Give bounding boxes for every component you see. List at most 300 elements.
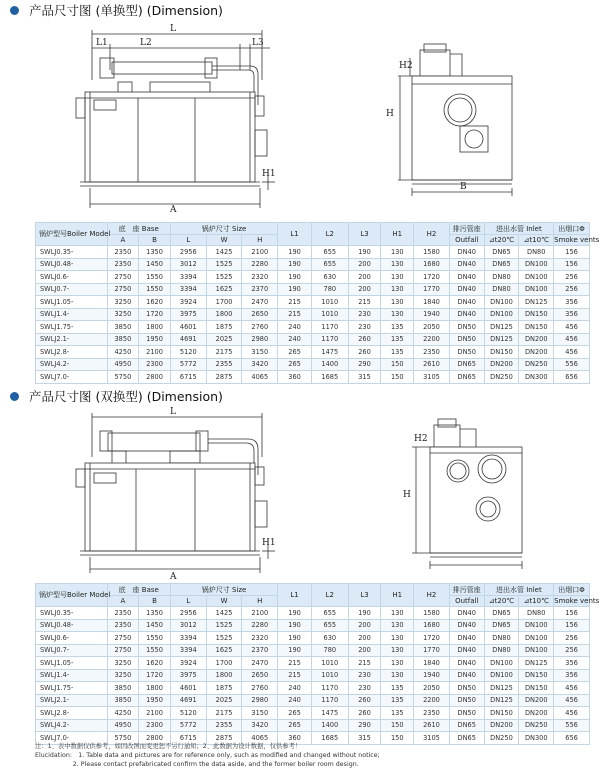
table-cell: 156 <box>554 258 590 271</box>
table-cell: 2350 <box>107 619 139 632</box>
table-cell: DN65 <box>449 732 484 745</box>
col-H1: H1 <box>381 223 414 246</box>
table-cell: 135 <box>381 682 414 695</box>
table-cell: DN65 <box>484 607 519 620</box>
table-cell: DN125 <box>484 321 519 334</box>
table-cell: 215 <box>348 296 381 309</box>
table-cell: DN125 <box>484 333 519 346</box>
table-cell: DN200 <box>519 346 554 359</box>
table-cell: 2610 <box>414 358 450 371</box>
table-cell: 1700 <box>206 296 242 309</box>
table-cell: 4601 <box>170 321 206 334</box>
table-cell: 190 <box>278 619 312 632</box>
dimension-drawing-double <box>0 405 600 580</box>
col-H: H <box>242 596 278 607</box>
table-cell: 2200 <box>414 694 450 707</box>
table-cell: 290 <box>348 358 381 371</box>
table-cell-model: SWLJ0.7- <box>36 644 108 657</box>
table-cell: 2470 <box>242 657 278 670</box>
dim-H2-label: H2 <box>399 61 413 71</box>
table-cell: 130 <box>381 657 414 670</box>
col-size: 锅炉尺寸 Size <box>170 584 277 596</box>
table-cell: 2750 <box>107 644 139 657</box>
col-W: W <box>206 596 242 607</box>
table-cell: 200 <box>348 619 381 632</box>
section-title-single: 产品尺寸图 (单换型) (Dimension) <box>10 2 223 18</box>
table-cell: 190 <box>348 607 381 620</box>
table-cell: 2320 <box>242 632 278 645</box>
table-cell: 240 <box>278 682 312 695</box>
table-cell: 356 <box>554 296 590 309</box>
table-row <box>36 283 590 296</box>
table-cell: 1550 <box>139 644 171 657</box>
table-cell: 2470 <box>242 296 278 309</box>
table-cell: DN100 <box>519 632 554 645</box>
table-cell: 215 <box>278 669 312 682</box>
table-cell-model: SWLJ2.1- <box>36 333 108 346</box>
col-L: L <box>170 596 206 607</box>
notes <box>35 742 595 769</box>
table-cell: DN100 <box>519 644 554 657</box>
table-cell: 456 <box>554 333 590 346</box>
table-cell: 1770 <box>414 644 450 657</box>
table-cell: 1685 <box>311 371 348 384</box>
table-cell: 556 <box>554 358 590 371</box>
table-cell: 1400 <box>311 358 348 371</box>
table-row <box>36 333 590 346</box>
table-cell: 1475 <box>311 707 348 720</box>
table-cell: 2350 <box>107 246 139 259</box>
table-cell: DN250 <box>519 719 554 732</box>
table-cell: DN250 <box>484 371 519 384</box>
table-cell: DN300 <box>519 732 554 745</box>
table-cell: 1350 <box>139 607 171 620</box>
table-cell: DN80 <box>519 607 554 620</box>
table-cell: 3924 <box>170 296 206 309</box>
table-cell: 215 <box>278 296 312 309</box>
table-row <box>36 296 590 309</box>
col-model: 锅炉型号Boiler Model <box>36 584 108 607</box>
table-cell: 156 <box>554 607 590 620</box>
boiler-drawing-single <box>0 20 600 215</box>
table-cell: 256 <box>554 644 590 657</box>
table-cell: DN65 <box>449 719 484 732</box>
table-cell: 2355 <box>206 358 242 371</box>
table-row <box>36 644 590 657</box>
table-cell: 4250 <box>107 707 139 720</box>
table-cell: 190 <box>278 246 312 259</box>
table-cell: DN40 <box>449 296 484 309</box>
spec-table-double <box>35 583 600 745</box>
table-cell: 215 <box>278 308 312 321</box>
dim-H-label: H <box>386 109 394 119</box>
table-cell: DN40 <box>449 669 484 682</box>
table-cell: 290 <box>348 719 381 732</box>
table-cell: 260 <box>348 333 381 346</box>
table-cell-model: SWLJ2.8- <box>36 707 108 720</box>
table-cell: DN40 <box>449 283 484 296</box>
table-cell: 130 <box>381 258 414 271</box>
table-cell: 1680 <box>414 619 450 632</box>
table-cell: 156 <box>554 619 590 632</box>
table-cell: 260 <box>348 707 381 720</box>
table-cell: 1350 <box>139 246 171 259</box>
dim-H1-label: H1 <box>262 538 276 548</box>
dim-A-label: A <box>170 572 177 582</box>
table-cell: 3012 <box>170 619 206 632</box>
table-cell: 150 <box>381 719 414 732</box>
table-cell: 3924 <box>170 657 206 670</box>
table-cell-model: SWLJ4.2- <box>36 719 108 732</box>
table-cell: 4950 <box>107 719 139 732</box>
table-cell: DN65 <box>449 358 484 371</box>
col-L3: L3 <box>348 223 381 246</box>
note-en-2: 2. Please contact prefabricated confirm the data aside, and the former boiler room design. <box>35 761 359 768</box>
dimension-drawing-single <box>0 20 600 215</box>
table-cell: 3012 <box>170 258 206 271</box>
table-cell: 240 <box>278 321 312 334</box>
table-cell: 2650 <box>242 308 278 321</box>
boiler-drawing-double <box>0 405 600 580</box>
table-cell: 265 <box>278 346 312 359</box>
col-A: A <box>107 596 139 607</box>
table-cell: DN250 <box>484 732 519 745</box>
table-cell: DN200 <box>519 694 554 707</box>
table-cell: 200 <box>348 283 381 296</box>
table-cell: 3250 <box>107 296 139 309</box>
table-cell: 656 <box>554 732 590 745</box>
col-A: A <box>107 235 139 246</box>
table-cell: DN200 <box>519 707 554 720</box>
table-cell: 4691 <box>170 694 206 707</box>
table-cell: 3850 <box>107 694 139 707</box>
table-cell: 2320 <box>242 271 278 284</box>
table-cell: 1525 <box>206 619 242 632</box>
table-cell: 130 <box>381 669 414 682</box>
table-cell: DN150 <box>484 346 519 359</box>
col-H1: H1 <box>381 584 414 607</box>
table-cell: 5750 <box>107 732 139 745</box>
table-cell: DN65 <box>484 619 519 632</box>
table-cell: 655 <box>311 607 348 620</box>
table-cell: 130 <box>381 246 414 259</box>
table-cell: 190 <box>278 607 312 620</box>
table-cell: 2875 <box>206 371 242 384</box>
table-cell: 130 <box>381 619 414 632</box>
table-cell: 1620 <box>139 657 171 670</box>
table-cell: DN150 <box>519 669 554 682</box>
table-cell: 1010 <box>311 296 348 309</box>
col-smoke: 出烟口Φ <box>554 223 590 235</box>
table-cell: DN50 <box>449 321 484 334</box>
col-outfall: 排污管座 <box>449 223 484 235</box>
table-cell: 630 <box>311 271 348 284</box>
table-cell: 2175 <box>206 707 242 720</box>
table-cell: 2370 <box>242 283 278 296</box>
table-cell: 2650 <box>242 669 278 682</box>
table-cell: 1720 <box>414 632 450 645</box>
table-cell: 190 <box>348 246 381 259</box>
table-cell: 135 <box>381 346 414 359</box>
table-cell: 4065 <box>242 732 278 745</box>
table-cell: 780 <box>311 283 348 296</box>
table-row <box>36 358 590 371</box>
table-cell: 1550 <box>139 271 171 284</box>
table-cell: 130 <box>381 644 414 657</box>
table-cell: 3850 <box>107 682 139 695</box>
table-cell: 260 <box>348 694 381 707</box>
spec-table-body <box>36 246 590 384</box>
table-cell: 3420 <box>242 719 278 732</box>
bullet-icon <box>10 6 19 15</box>
table-cell-model: SWLJ1.05- <box>36 657 108 670</box>
table-cell: 240 <box>278 333 312 346</box>
col-t20: ⊿t20℃ <box>484 235 519 246</box>
table-cell: 655 <box>311 619 348 632</box>
table-cell: 1525 <box>206 258 242 271</box>
table-row <box>36 682 590 695</box>
table-cell: 5750 <box>107 371 139 384</box>
dim-B-label: B <box>460 182 467 192</box>
table-cell: 2350 <box>414 346 450 359</box>
table-cell: 1580 <box>414 607 450 620</box>
table-cell: DN65 <box>484 258 519 271</box>
table-cell-model: SWLJ0.7- <box>36 283 108 296</box>
table-cell: DN50 <box>449 682 484 695</box>
table-row <box>36 346 590 359</box>
table-cell-model: SWLJ0.35- <box>36 607 108 620</box>
table-cell: 190 <box>278 271 312 284</box>
table-cell: 2355 <box>206 719 242 732</box>
table-cell: DN40 <box>449 607 484 620</box>
table-cell: DN150 <box>484 707 519 720</box>
table-cell-model: SWLJ1.4- <box>36 308 108 321</box>
table-cell: 2300 <box>139 719 171 732</box>
table-cell: 190 <box>278 644 312 657</box>
table-cell: 315 <box>348 732 381 745</box>
table-cell: 1625 <box>206 283 242 296</box>
table-cell: DN100 <box>484 657 519 670</box>
col-inlet: 进出水管 Inlet <box>484 223 554 235</box>
table-cell: 4950 <box>107 358 139 371</box>
table-cell: 1525 <box>206 271 242 284</box>
dim-H-label: H <box>403 490 411 500</box>
table-cell: 1940 <box>414 669 450 682</box>
table-cell: DN40 <box>449 308 484 321</box>
table-cell: DN80 <box>484 271 519 284</box>
table-cell: DN125 <box>484 694 519 707</box>
table-cell: 356 <box>554 308 590 321</box>
table-cell: DN300 <box>519 371 554 384</box>
table-cell: 456 <box>554 707 590 720</box>
table-cell: 356 <box>554 669 590 682</box>
table-cell: DN50 <box>449 707 484 720</box>
table-cell: 130 <box>381 283 414 296</box>
col-t20: ⊿t20℃ <box>484 596 519 607</box>
table-cell: 356 <box>554 657 590 670</box>
table-cell: DN100 <box>484 308 519 321</box>
table-cell: DN100 <box>519 283 554 296</box>
table-cell: 5120 <box>170 707 206 720</box>
table-cell: 1840 <box>414 296 450 309</box>
table-cell: DN50 <box>449 694 484 707</box>
table-cell: 1720 <box>139 669 171 682</box>
table-cell: 3394 <box>170 644 206 657</box>
table-cell: 135 <box>381 694 414 707</box>
table-cell-model: SWLJ7.0- <box>36 371 108 384</box>
table-cell: 655 <box>311 246 348 259</box>
table-cell: 2980 <box>242 333 278 346</box>
table-cell: 265 <box>278 358 312 371</box>
table-cell: 6715 <box>170 371 206 384</box>
table-cell: DN40 <box>449 258 484 271</box>
table-cell: 3150 <box>242 346 278 359</box>
table-cell: 1685 <box>311 732 348 745</box>
table-cell: 190 <box>278 283 312 296</box>
table-cell: 2025 <box>206 333 242 346</box>
col-L1: L1 <box>278 584 312 607</box>
table-cell: DN40 <box>449 644 484 657</box>
table-cell: 135 <box>381 321 414 334</box>
table-cell: 360 <box>278 371 312 384</box>
table-cell: DN200 <box>484 358 519 371</box>
table-cell: 780 <box>311 644 348 657</box>
table-cell: 130 <box>381 296 414 309</box>
table-row <box>36 669 590 682</box>
table-cell: DN125 <box>484 682 519 695</box>
table-cell: 1450 <box>139 258 171 271</box>
table-cell: DN50 <box>449 346 484 359</box>
table-cell: DN125 <box>519 296 554 309</box>
table-cell: 200 <box>348 271 381 284</box>
table-cell: 360 <box>278 732 312 745</box>
dim-L-label: L <box>170 24 176 34</box>
table-row <box>36 719 590 732</box>
table-cell: 4691 <box>170 333 206 346</box>
table-cell: DN40 <box>449 246 484 259</box>
table-cell: 230 <box>348 669 381 682</box>
table-cell-model: SWLJ0.6- <box>36 271 108 284</box>
table-row <box>36 632 590 645</box>
table-row <box>36 308 590 321</box>
table-cell: 630 <box>311 632 348 645</box>
table-cell: DN50 <box>449 333 484 346</box>
table-cell: DN125 <box>519 657 554 670</box>
col-outfall: 排污管座 <box>449 584 484 596</box>
table-cell: DN100 <box>519 271 554 284</box>
table-row <box>36 246 590 259</box>
table-cell: 265 <box>278 719 312 732</box>
table-cell: 1875 <box>206 321 242 334</box>
dim-H2-label: H2 <box>414 434 428 444</box>
table-row <box>36 657 590 670</box>
table-cell: 3250 <box>107 657 139 670</box>
table-cell: 2350 <box>107 607 139 620</box>
col-L: L <box>170 235 206 246</box>
table-cell: 1475 <box>311 346 348 359</box>
col-H2: H2 <box>414 223 450 246</box>
table-cell: DN80 <box>484 632 519 645</box>
table-cell: 3394 <box>170 632 206 645</box>
table-cell: 4250 <box>107 346 139 359</box>
table-cell: 200 <box>348 258 381 271</box>
table-cell-model: SWLJ0.6- <box>36 632 108 645</box>
table-cell: 1010 <box>311 669 348 682</box>
table-cell-model: SWLJ0.48- <box>36 619 108 632</box>
table-cell: 135 <box>381 707 414 720</box>
table-cell: 2750 <box>107 271 139 284</box>
table-cell: DN40 <box>449 619 484 632</box>
table-cell: 2100 <box>242 246 278 259</box>
table-cell: 2370 <box>242 644 278 657</box>
table-cell: 1625 <box>206 644 242 657</box>
table-cell: 2175 <box>206 346 242 359</box>
table-cell: DN100 <box>519 258 554 271</box>
col-L3: L3 <box>348 584 381 607</box>
col-size: 锅炉尺寸 Size <box>170 223 277 235</box>
col-model: 锅炉型号Boiler Model <box>36 223 108 246</box>
table-cell: 2100 <box>139 346 171 359</box>
col-smoke-en: Smoke vents <box>554 597 600 605</box>
col-base: 底 座 Base <box>107 584 170 596</box>
table-cell-model: SWLJ0.35- <box>36 246 108 259</box>
table-cell-model: SWLJ1.05- <box>36 296 108 309</box>
table-cell-model: SWLJ1.75- <box>36 321 108 334</box>
col-L2: L2 <box>311 584 348 607</box>
table-cell: 3394 <box>170 283 206 296</box>
table-cell: 150 <box>381 358 414 371</box>
table-cell: 256 <box>554 271 590 284</box>
table-cell: 3250 <box>107 308 139 321</box>
table-cell: 1550 <box>139 283 171 296</box>
table-cell: 130 <box>381 271 414 284</box>
table-cell: 1010 <box>311 657 348 670</box>
table-cell: 2350 <box>107 258 139 271</box>
table-cell: DN150 <box>519 321 554 334</box>
table-cell: DN150 <box>519 308 554 321</box>
col-W: W <box>206 235 242 246</box>
table-cell: DN100 <box>484 669 519 682</box>
table-cell: 2050 <box>414 682 450 695</box>
table-cell: 230 <box>348 682 381 695</box>
table-cell: 190 <box>278 258 312 271</box>
table-cell: 1950 <box>139 333 171 346</box>
col-base: 底 座 Base <box>107 223 170 235</box>
table-cell: 1010 <box>311 308 348 321</box>
col-smoke: 出烟口Φ <box>554 584 590 596</box>
col-L2: L2 <box>311 223 348 246</box>
table-row <box>36 619 590 632</box>
dim-H1-label: H1 <box>262 169 276 179</box>
table-cell-model: SWLJ7.0- <box>36 732 108 745</box>
table-cell: 1525 <box>206 632 242 645</box>
table-cell: 2760 <box>242 321 278 334</box>
table-cell: 1950 <box>139 694 171 707</box>
bullet-icon <box>10 392 19 401</box>
table-cell: 1940 <box>414 308 450 321</box>
table-cell: 456 <box>554 682 590 695</box>
table-cell: DN100 <box>484 296 519 309</box>
col-smoke-en: Smoke vents <box>554 236 600 244</box>
table-cell: 190 <box>278 632 312 645</box>
table-cell: 2610 <box>414 719 450 732</box>
table-cell: DN200 <box>484 719 519 732</box>
table-cell: 1800 <box>206 669 242 682</box>
table-cell: 2280 <box>242 619 278 632</box>
table-cell: 1425 <box>206 607 242 620</box>
table-cell: 1580 <box>414 246 450 259</box>
table-cell: 3394 <box>170 271 206 284</box>
